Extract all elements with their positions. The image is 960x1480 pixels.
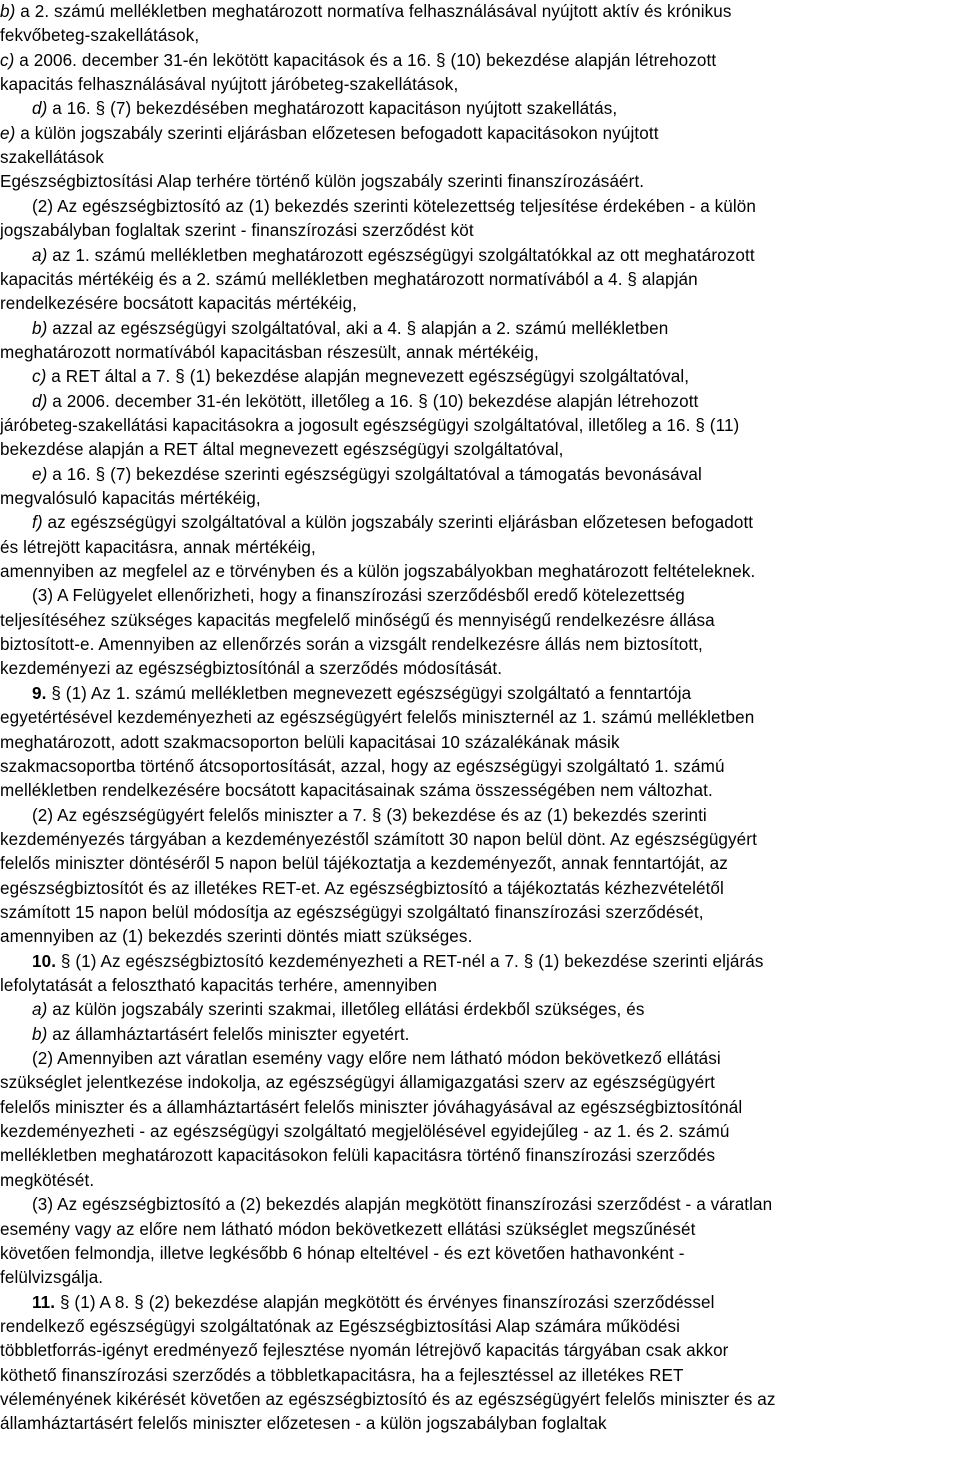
list-item-label: b): [32, 318, 48, 338]
list-item-label: c): [32, 367, 47, 387]
line-text: köthető finanszírozási szerződés a többletkapacitásra, ha a fejlesztéssel az illetékes RET: [0, 1365, 684, 1385]
text-line: [32, 998, 644, 1022]
line-text: § (1) Az egészségbiztosító kezdeményezheti a RET-nél a 7. § (1) bekezdése szerinti eljárás: [56, 951, 764, 971]
line-text: teljesítéséhez szükséges kapacitás megfelelő minőségű és mennyiségű rendelkezésre állása: [0, 610, 715, 630]
line-text: felelős miniszter és a államháztartásért felelős miniszter jóváhagyásával az egészségbiztosítónál: [0, 1097, 743, 1117]
text-line: [0, 706, 754, 730]
text-line: [0, 438, 564, 462]
line-text: felülvizsgálja.: [0, 1268, 104, 1288]
text-line: [0, 1169, 94, 1193]
line-text: mellékletben rendelkezésére bocsátott kapacitásainak száma összességében nem változhat.: [0, 781, 713, 801]
text-line: [0, 1071, 715, 1095]
list-item-label: e): [32, 464, 48, 484]
list-item-label: d): [32, 391, 48, 411]
line-text: számított 15 napon belül módosítja az egészségügyi szolgáltató finanszírozási szerződését,: [0, 902, 704, 922]
section-number: 9.: [32, 683, 47, 703]
line-text: a külön jogszabály szerinti eljárásban előzetesen befogadott kapacitásokon nyújtott: [15, 123, 659, 143]
text-line: [32, 1047, 721, 1071]
text-line: [32, 1193, 772, 1217]
line-text: rendelkező egészségügyi szolgáltatónak az Egészségbiztosítási Alap számára működési: [0, 1316, 681, 1336]
list-item-label: f): [32, 513, 43, 533]
text-line: [32, 804, 707, 828]
line-text: a RET által a 7. § (1) bekezdése alapján megnevezett egészségügyi szolgáltatóval,: [46, 367, 690, 387]
list-item-label: a): [32, 245, 48, 265]
line-text: amennyiben az (1) bekezdés szerinti döntés miatt szükséges.: [0, 927, 473, 947]
text-line: [0, 1315, 680, 1339]
text-line: [32, 511, 753, 535]
text-line: [32, 1291, 714, 1315]
list-item-label: a): [32, 1000, 48, 1020]
text-line: [32, 195, 756, 219]
text-line: [0, 1144, 715, 1168]
line-text: a 16. § (7) bekezdésében meghatározott kapacitáson nyújtott szakellátás,: [47, 99, 618, 119]
line-text: meghatározott normatívából kapacitásban részesült, annak mértékéig,: [0, 342, 539, 362]
line-text: meghatározott, adott szakmacsoporton belüli kapacitásai 10 százalékának másik: [0, 732, 620, 752]
text-line: [0, 122, 659, 146]
list-item-label: b): [0, 2, 16, 21]
line-text: kezdeményezés tárgyában a kezdeményezéstől számított 30 napon belül dönt. Az egészségügyért: [0, 829, 757, 849]
line-text: megvalósuló kapacitás mértékéig,: [0, 489, 261, 508]
text-line: [32, 682, 691, 706]
line-text: biztosított-e. Amennyiben az ellenőrzés során a vizsgált rendelkezésre állás nem biztosított,: [0, 635, 703, 655]
text-line: [0, 779, 713, 803]
line-text: § (1) Az 1. számú mellékletben megnevezett egészségügyi szolgáltató a fenntartója: [46, 683, 692, 703]
section-number: 10.: [32, 951, 57, 971]
text-line: [0, 1339, 728, 1363]
line-text: esemény vagy az előre nem látható módon bekövetkezett ellátási szükséglet megszűnését: [0, 1219, 696, 1239]
line-text: (3) Az egészségbiztosító a (2) bekezdés alapján megkötött finanszírozási szerződést - a váratlan: [32, 1195, 773, 1215]
line-text: (2) Az egészségügyért felelős miniszter a 7. § (3) bekezdése és az (1) bekezdés szerinti: [32, 805, 707, 825]
line-text: kapacitás felhasználásával nyújtott járóbeteg-szakellátások,: [0, 75, 459, 95]
line-text: az 1. számú mellékletben meghatározott egészségügyi szolgáltatókkal az ott meghatározott: [47, 245, 755, 265]
line-text: bekezdése alapján a RET által megnevezett egészségügyi szolgáltatóval,: [0, 440, 564, 460]
text-line: [0, 901, 704, 925]
line-text: felelős miniszter döntéséről 5 napon belül tájékoztatja a kezdeményezőt, annak fenntartóját, az: [0, 854, 728, 874]
line-text: kapacitás mértékéig és a 2. számú mellékletben meghatározott normatívából a 4. § alapján: [0, 269, 698, 289]
line-text: az külön jogszabály szerinti szakmai, illetőleg ellátási érdekből szükséges, és: [47, 1000, 645, 1020]
list-item-label: e): [0, 123, 16, 143]
line-text: (3) A Felügyelet ellenőrizheti, hogy a finanszírozási szerződésből eredő kötelezettség: [32, 586, 685, 606]
line-text: az államháztartásért felelős miniszter egyetért.: [47, 1024, 410, 1044]
line-text: szükséglet jelentkezése indokolja, az egészségügyi államigazgatási szerv az egészségügyért: [0, 1073, 715, 1093]
text-line: [32, 463, 702, 487]
line-text: kezdeményezi az egészségbiztosítónál a szerződés módosítását.: [0, 659, 503, 679]
text-line: [0, 609, 715, 633]
text-line: [0, 1242, 685, 1266]
text-line: [0, 268, 698, 292]
text-line: [0, 73, 458, 97]
line-text: (2) Amennyiben azt váratlan esemény vagy előre nem látható módon bekövetkező ellátási: [32, 1049, 721, 1069]
text-line: [0, 0, 732, 24]
text-line: [0, 170, 644, 194]
text-line: [0, 414, 739, 438]
text-line: [0, 852, 728, 876]
line-text: (2) Az egészségbiztosító az (1) bekezdés szerinti kötelezettség teljesítése érdekében - a külön: [32, 196, 757, 216]
text-line: [0, 828, 757, 852]
line-text: Egészségbiztosítási Alap terhére történő külön jogszabály szerinti finanszírozásáért.: [0, 172, 645, 192]
text-line: [32, 390, 698, 414]
line-text: mellékletben meghatározott kapacitásokon felüli kapacitásra történő finanszírozási szerződés: [0, 1146, 716, 1166]
text-line: [32, 365, 689, 389]
line-text: véleményének kikérését követően az egészségbiztosító és az egészségügyért felelős miniszter és az: [0, 1389, 776, 1409]
line-text: járóbeteg-szakellátási kapacitásokra a jogosult egészségügyi szolgáltatóval, illetőleg a 16. § (11): [0, 415, 740, 435]
text-line: [32, 244, 755, 268]
line-text: amennyiben az megfelel az e törvényben és a külön jogszabályokban meghatározott feltételeknek.: [0, 562, 756, 582]
line-text: a 16. § (7) bekezdése szerinti egészségügyi szolgáltatóval a támogatás bevonásával: [47, 464, 702, 484]
line-text: megkötését.: [0, 1170, 95, 1190]
line-text: a 2006. december 31-én lekötött kapacitások és a 16. § (10) bekezdése alapján létrehozott: [14, 50, 717, 70]
line-text: lefolytatását a felosztható kapacitás terhére, amennyiben: [0, 976, 438, 995]
text-line: [0, 24, 199, 48]
text-line: [0, 341, 539, 365]
text-line: [0, 755, 725, 779]
text-line: [0, 1120, 729, 1144]
text-line: [0, 1266, 103, 1290]
line-text: többletforrás-igényt eredményező fejlesztése nyomán létrejövő kapacitás tárgyában csak akkor: [0, 1341, 729, 1361]
text-line: [0, 657, 502, 681]
text-line: [32, 584, 685, 608]
text-line: [0, 1388, 776, 1412]
text-line: [0, 536, 316, 560]
text-line: [0, 731, 620, 755]
line-text: szakmacsoportba történő átcsoportosítását, azzal, hogy az egészségügyi szolgáltató 1. számú: [0, 756, 725, 776]
text-line: [0, 1096, 742, 1120]
line-text: fekvőbeteg-szakellátások,: [0, 26, 200, 46]
line-text: a 2006. december 31-én lekötött, illetőleg a 16. § (10) bekezdése alapján létrehozott: [47, 391, 699, 411]
line-text: egészségbiztosítót és az illetékes RET-et. Az egészségbiztosító a tájékoztatás kézhezvételétől: [0, 878, 724, 898]
line-text: azzal az egészségügyi szolgáltatóval, aki a 4. § alapján a 2. számú mellékletben: [47, 318, 669, 338]
text-line: [0, 1412, 607, 1436]
line-text: § (1) A 8. § (2) bekezdése alapján megkötött és érvényes finanszírozási szerződéssel: [55, 1292, 715, 1312]
line-text: jogszabályban foglaltak szerint - finanszírozási szerződést köt: [0, 221, 474, 241]
text-line: [0, 877, 724, 901]
text-line: [0, 925, 472, 949]
section-number: 11.: [32, 1292, 56, 1312]
list-item-label: b): [32, 1024, 48, 1044]
text-line: [32, 317, 668, 341]
list-item-label: c): [0, 50, 15, 70]
line-text: kezdeményezheti - az egészségügyi szolgáltató megjelölésével egyidejűleg - az 1. és 2. számú: [0, 1122, 730, 1142]
text-line: [32, 950, 764, 974]
line-text: és létrejött kapacitásra, annak mértékéig,: [0, 537, 316, 557]
text-line: [0, 49, 716, 73]
line-text: szakellátások: [0, 148, 104, 168]
text-line: [32, 97, 617, 121]
text-line: [0, 487, 261, 511]
line-text: követően felmondja, illetve legkésőbb 6 hónap elteltével - és ezt követően hathavonként -: [0, 1243, 685, 1263]
text-line: [0, 633, 703, 657]
line-text: államháztartásért felelős miniszter előzetesen - a külön jogszabályban foglaltak: [0, 1414, 607, 1434]
line-text: az egészségügyi szolgáltatóval a külön jogszabály szerinti eljárásban előzetesen befogadott: [42, 513, 754, 533]
line-text: egyetértésével kezdeményezheti az egészségügyért felelős miniszternél az 1. számú mellékletben: [0, 708, 755, 728]
text-line: [0, 146, 104, 170]
line-text: rendelkezésére bocsátott kapacitás mértékéig,: [0, 294, 358, 314]
text-line: [0, 1364, 684, 1388]
text-line: [0, 1218, 695, 1242]
text-line: [0, 974, 437, 998]
text-line: [0, 219, 474, 243]
text-line: [32, 1023, 410, 1047]
text-line: [0, 560, 755, 584]
text-line: [0, 292, 357, 316]
line-text: a 2. számú mellékletben meghatározott normatíva felhasználásával nyújtott aktív és krónikus: [15, 2, 732, 21]
list-item-label: d): [32, 99, 48, 119]
